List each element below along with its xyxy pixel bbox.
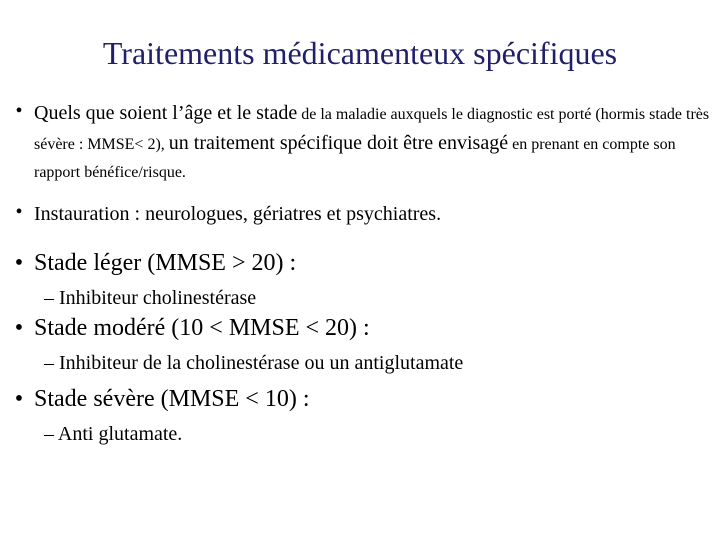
bullet-treatment-tail: en prenant en compte son rapport bénéfice/risque. — [34, 136, 676, 181]
bullet-treatment-detail: de la maladie auxquels le diagnostic est porté (hormis stade très sévère : MMSE< 2), — [34, 106, 710, 153]
bullet-stade-modere: Stade modéré (10 < MMSE < 20) : — [34, 315, 370, 341]
bullet-marker: • — [15, 201, 23, 223]
bullet-marker: • — [14, 315, 24, 341]
bullet-marker: • — [14, 250, 24, 276]
bullet-marker: • — [14, 386, 24, 412]
bullet-marker: • — [15, 100, 23, 122]
bullet-treatment-paragraph — [34, 99, 710, 187]
bullet-treatment-lead: Quels que soient l’âge et le stade — [34, 102, 298, 124]
sub-bullet-stade-leger: – Inhibiteur cholinestérase — [44, 287, 257, 309]
bullet-treatment-emphasis: un traitement spécifique doit être envisagé — [168, 132, 509, 154]
bullet-stade-leger: Stade léger (MMSE > 20) : — [34, 250, 297, 276]
slide-title: Traitements médicamenteux spécifiques — [102, 35, 618, 71]
sub-bullet-stade-severe: – Anti glutamate. — [44, 423, 183, 445]
sub-bullet-stade-modere: – Inhibiteur de la cholinestérase ou un antiglutamate — [44, 352, 464, 374]
bullet-instauration: Instauration : neurologues, gériatres et psychiatres. — [34, 203, 442, 225]
bullet-stade-severe: Stade sévère (MMSE < 10) : — [34, 386, 310, 412]
